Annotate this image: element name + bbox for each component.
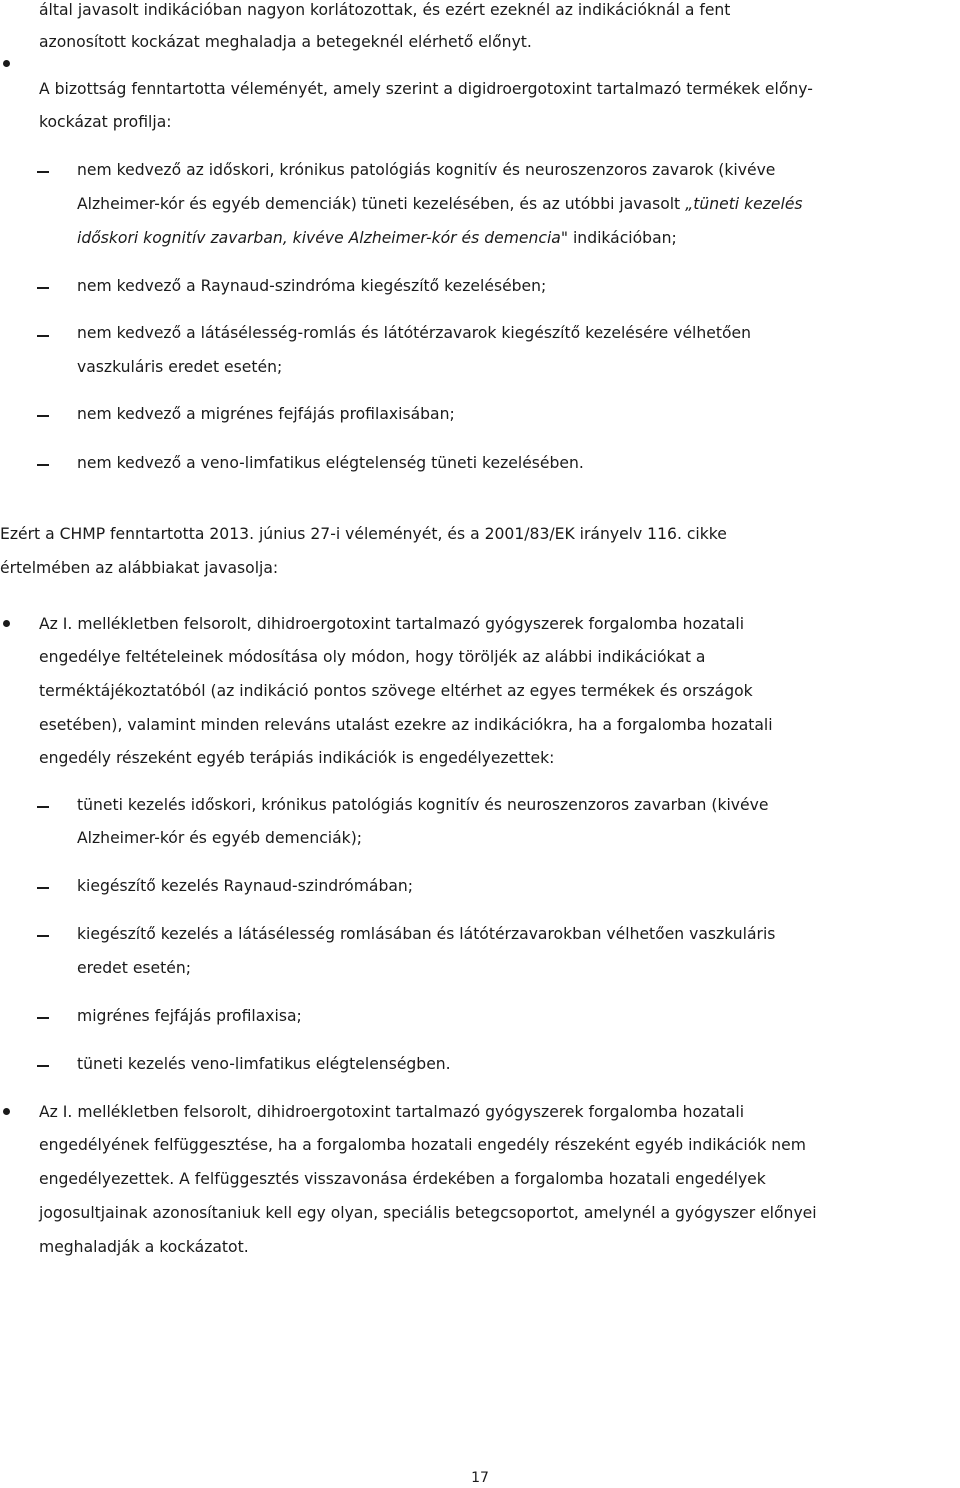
text-line: tüneti kezelés veno-limfatikus elégtelenségben. bbox=[77, 1055, 451, 1073]
bullet-icon bbox=[3, 1108, 10, 1115]
bullet-icon bbox=[3, 620, 10, 627]
text-line: meghaladják a kockázatot. bbox=[39, 1238, 249, 1256]
text-line: A bizottság fenntartotta véleményét, amely szerint a digidroergotoxint tartalmazó termékek előny- bbox=[39, 80, 813, 98]
dash-icon bbox=[37, 1065, 49, 1067]
text-line: Az I. mellékletben felsorolt, dihidroergotoxint tartalmazó gyógyszerek forgalomba hozatali bbox=[39, 615, 745, 633]
text-line: kiegészítő kezelés a látásélesség romlásában és látótérzavarokban vélhetően vaszkuláris bbox=[77, 925, 776, 943]
text-span: Alzheimer-kór és egyéb demenciák) tüneti kezelésében, és az utóbbi javasolt bbox=[77, 195, 686, 213]
bullet-icon bbox=[3, 60, 10, 67]
text-line: engedélyezettek. A felfüggesztés visszavonása érdekében a forgalomba hozatali engedélyek bbox=[39, 1170, 766, 1188]
dash-icon bbox=[37, 1017, 49, 1019]
text-line: kockázat profilja: bbox=[39, 113, 172, 131]
text-line: értelmében az alábbiakat javasolja: bbox=[0, 559, 279, 577]
text-line: tüneti kezelés időskori, krónikus patológiás kognitív és neuroszenzoros zavarban (kivéve bbox=[77, 796, 769, 814]
text-line: Az I. mellékletben felsorolt, dihidroergotoxint tartalmazó gyógyszerek forgalomba hozatali bbox=[39, 1103, 745, 1121]
page-number: 17 bbox=[471, 1470, 489, 1486]
text-line: kiegészítő kezelés Raynaud-szindrómában; bbox=[77, 877, 414, 895]
text-line: terméktájékoztatóból (az indikáció pontos szövege eltérhet az egyes termékek és országok bbox=[39, 682, 753, 700]
text-span-italic: időskori kognitív zavarban, kivéve Alzheimer-kór és demencia" bbox=[77, 229, 569, 247]
dash-icon bbox=[37, 935, 49, 937]
text-line: azonosított kockázat meghaladja a betegeknél elérhető előnyt. bbox=[39, 33, 532, 51]
text-line: nem kedvező a Raynaud-szindróma kiegészítő kezelésében; bbox=[77, 277, 547, 295]
text-line: engedélyének felfüggesztése, ha a forgalomba hozatali engedély részeként egyéb indikációk nem bbox=[39, 1136, 806, 1154]
text-line: esetében), valamint minden releváns utalást ezekre az indikációkra, ha a forgalomba hozatali bbox=[39, 716, 773, 734]
dash-icon bbox=[37, 171, 49, 173]
text-line bbox=[77, 194, 803, 214]
text-line: engedély részeként egyéb terápiás indikációk is engedélyezettek: bbox=[39, 749, 555, 767]
dash-icon bbox=[37, 806, 49, 808]
text-line: nem kedvező az időskori, krónikus patológiás kognitív és neuroszenzoros zavarok (kivéve bbox=[77, 161, 776, 179]
text-line: vaszkuláris eredet esetén; bbox=[77, 358, 283, 376]
text-line: Alzheimer-kór és egyéb demenciák); bbox=[77, 829, 363, 847]
dash-icon bbox=[37, 335, 49, 337]
text-line: nem kedvező a veno-limfatikus elégtelenség tüneti kezelésében. bbox=[77, 454, 584, 472]
text-span: indikációban; bbox=[568, 229, 677, 247]
text-line: nem kedvező a látásélesség-romlás és látótérzavarok kiegészítő kezelésére vélhetően bbox=[77, 324, 751, 342]
dash-icon bbox=[37, 464, 49, 466]
text-line: nem kedvező a migrénes fejfájás profilaxisában; bbox=[77, 405, 455, 423]
text-line: migrénes fejfájás profilaxisa; bbox=[77, 1007, 302, 1025]
dash-icon bbox=[37, 887, 49, 889]
text-span-italic: „tüneti kezelés bbox=[685, 195, 803, 213]
text-line: eredet esetén; bbox=[77, 959, 191, 977]
text-line: engedélye feltételeinek módosítása oly módon, hogy töröljék az alábbi indikációkat a bbox=[39, 648, 706, 666]
text-line bbox=[77, 228, 677, 248]
text-line: Ezért a CHMP fenntartotta 2013. június 27-i véleményét, és a 2001/83/EK irányelv 116. cikke bbox=[0, 525, 727, 543]
dash-icon bbox=[37, 415, 49, 417]
text-line: jogosultjainak azonosítaniuk kell egy olyan, speciális betegcsoportot, amelynél a gyógyszer előnyei bbox=[39, 1204, 817, 1222]
dash-icon bbox=[37, 287, 49, 289]
text-line: által javasolt indikációban nagyon korlátozottak, és ezért ezeknél az indikációknál a fent bbox=[39, 1, 731, 19]
